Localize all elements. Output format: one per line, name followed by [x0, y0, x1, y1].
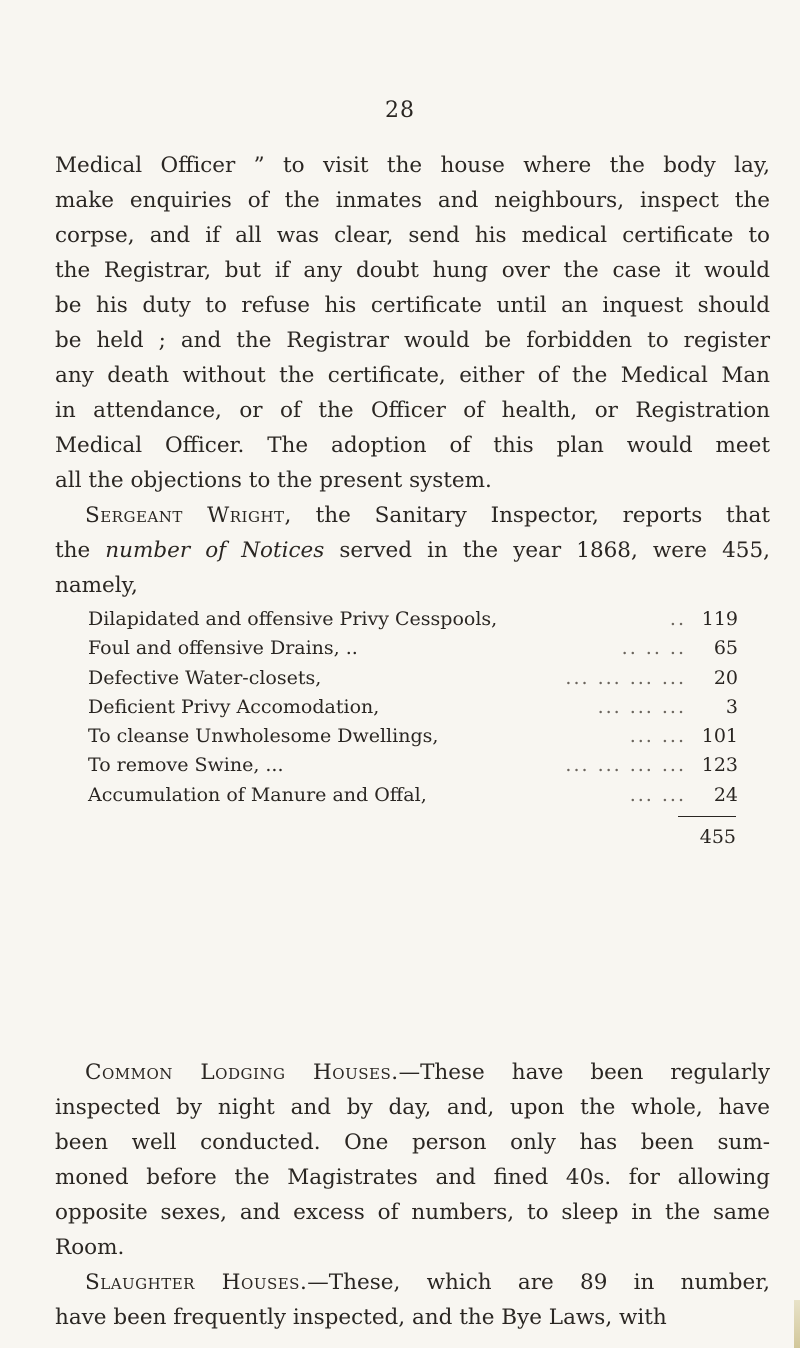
text-line: make enquiries of the inmates and neighbours, inspect the: [55, 188, 770, 213]
row-value: 3: [725, 695, 738, 718]
text-line: the Registrar, but if any doubt hung over the case it would: [55, 258, 770, 283]
table-row: [88, 608, 738, 637]
row-value: 65: [713, 637, 738, 660]
total-rule: [678, 816, 736, 817]
text-line: opposite sexes, and excess of numbers, to sleep in the same: [55, 1200, 770, 1225]
page-number: 28: [385, 98, 415, 123]
row-label: To remove Swine, ...: [88, 754, 284, 777]
paragraph-medical-officer: [55, 148, 770, 498]
row-value: 123: [701, 754, 738, 777]
row-value: 20: [713, 666, 738, 689]
text-line: [55, 498, 770, 533]
row-value: 119: [701, 608, 738, 630]
text-line: namely,: [55, 573, 138, 598]
page-edge-mark: [794, 1300, 800, 1348]
text-line: corpse, and if all was clear, send his medical certificate to: [55, 223, 770, 248]
text-span: the: [55, 538, 106, 563]
text-span: the Sanitary Inspector, reports that: [291, 503, 770, 528]
table-row: [88, 725, 738, 754]
paragraph-lodging-houses: [55, 1055, 770, 1335]
row-label: Defective Water-closets,: [88, 666, 322, 689]
row-label: Deficient Privy Accomodation,: [88, 695, 380, 718]
table-row: [88, 754, 738, 783]
leader-dots: ... ... ... ...: [565, 754, 686, 777]
table-row: [88, 696, 738, 725]
text-line: inspected by night and by day, and, upon the whole, have: [55, 1095, 770, 1120]
text-line: be his duty to refuse his certificate until an inquest should: [55, 293, 770, 318]
text-line: been well conducted. One person only has been sum-: [55, 1130, 770, 1155]
row-label: Accumulation of Manure and Offal,: [88, 783, 427, 806]
text-line: [55, 1055, 770, 1090]
leader-dots: ... ... ...: [597, 695, 686, 718]
leader-dots: ... ... ... ...: [565, 666, 686, 689]
row-label: To cleanse Unwholesome Dwellings,: [88, 725, 439, 748]
text-line: moned before the Magistrates and fined 40s. for allowing: [55, 1165, 770, 1190]
text-span: —These, which are 89 in number,: [307, 1270, 770, 1295]
text-line: [55, 1265, 770, 1300]
leader-dots: ..: [669, 608, 686, 630]
notices-total: 455: [699, 826, 736, 848]
leader-dots: ... ...: [629, 783, 686, 806]
row-label: Dilapidated and offensive Privy Cesspools,: [88, 608, 498, 630]
text-span: served in the year 1868, were 455,: [324, 538, 770, 563]
row-value: 24: [713, 783, 738, 806]
section-heading: Common Lodging Houses.: [85, 1060, 399, 1085]
paragraph-sanitary-inspector: [55, 498, 770, 603]
text-line: [55, 533, 770, 568]
table-row: [88, 637, 738, 666]
leader-dots: .. .. ..: [621, 637, 686, 660]
text-line: have been frequently inspected, and the Bye Laws, with: [55, 1305, 667, 1330]
table-row: [88, 784, 738, 813]
text-line: in attendance, or of the Officer of health, or Registration: [55, 398, 770, 423]
text-line: all the objections to the present system.: [55, 468, 492, 493]
notices-table: [88, 608, 738, 813]
leader-dots: ... ...: [629, 725, 686, 748]
row-label: Foul and offensive Drains, ..: [88, 637, 358, 660]
italic-phrase: number of Notices: [105, 538, 325, 563]
text-line: Medical Officer. The adoption of this plan would meet: [55, 433, 770, 458]
text-line: any death without the certificate, either of the Medical Man: [55, 363, 770, 388]
text-line: Room.: [55, 1235, 125, 1260]
section-heading: Sergeant Wright,: [85, 503, 292, 528]
text-line: be held ; and the Registrar would be forbidden to register: [55, 328, 770, 353]
table-row: [88, 667, 738, 696]
section-heading: Slaughter Houses.: [85, 1270, 308, 1295]
text-span: —These have been regularly: [398, 1060, 770, 1085]
row-value: 101: [701, 725, 738, 748]
text-line: Medical Officer ” to visit the house where the body lay,: [55, 153, 770, 178]
